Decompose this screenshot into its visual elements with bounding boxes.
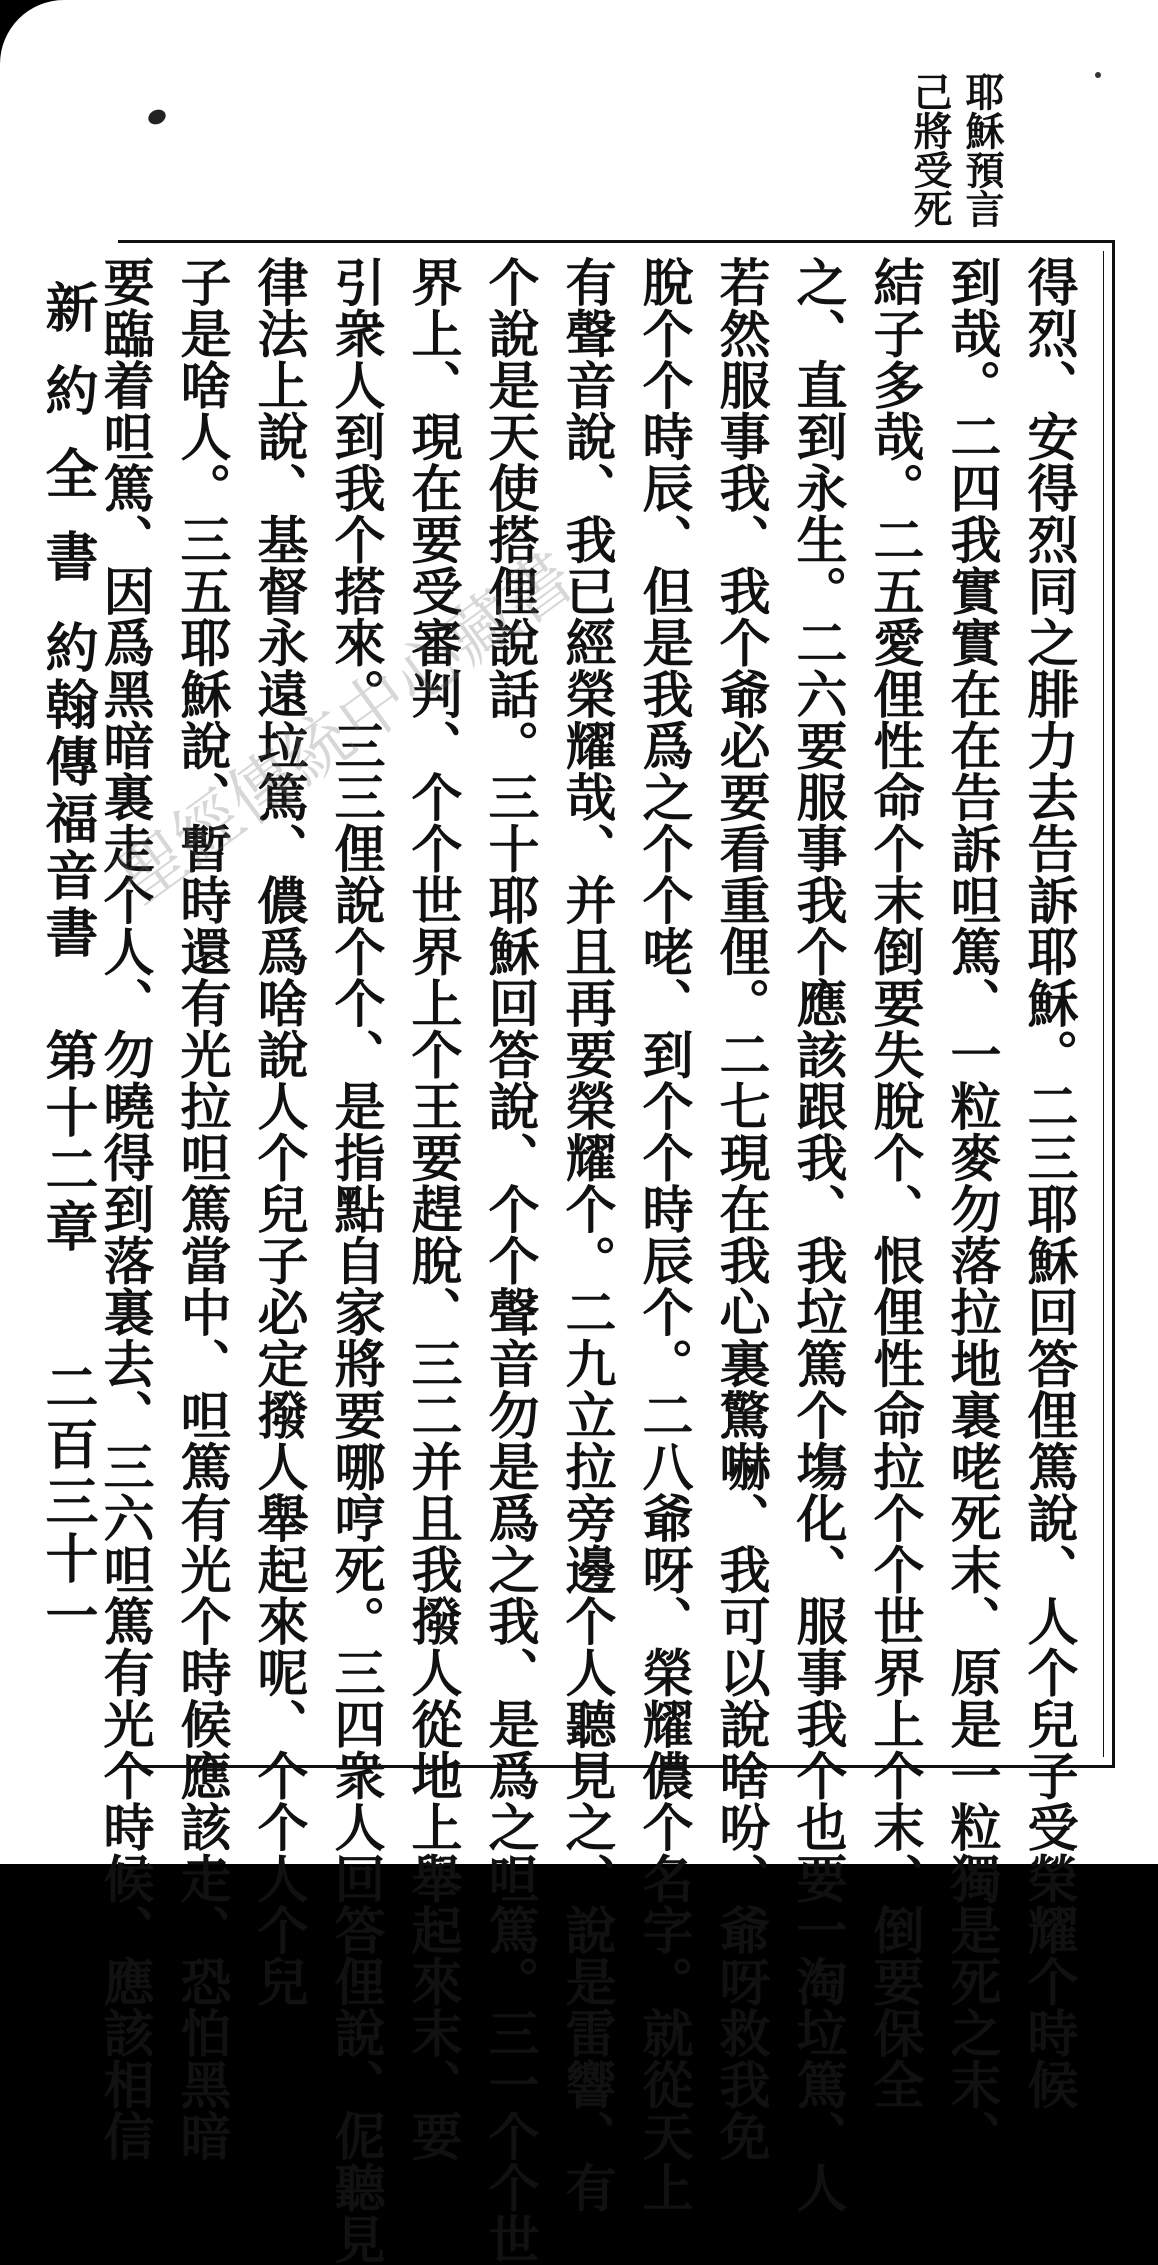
- gospel-title: 約翰傳福音書: [37, 620, 99, 962]
- text-column: 子是啥人。三五耶穌說、暫時還有光拉呾篤當中、呾篤有光个時候應該走、恐怕黑暗: [171, 256, 231, 2162]
- text-column: 若然服事我、我个爺必要看重俚。二七現在我心裏驚嚇、我可以說啥吩、爺呀救我免: [710, 256, 770, 2162]
- text-column: 結子多哉。二五愛俚性命个末倒要失脫个、恨俚性命拉个个世界上个末、倒要保全: [864, 256, 924, 2110]
- book-title: 新約全書: [37, 280, 99, 612]
- ink-spot: [146, 107, 168, 127]
- chapter-label: 第十二章: [37, 1028, 99, 1256]
- text-column: 得烈、安得烈同之腓力去告訴耶穌。二三耶穌回答俚篤說、人个兒子受榮耀个時候: [1018, 256, 1078, 2110]
- text-column: 脫个个時辰、但是我爲之个个咾、到个个時辰个。二八爺呀、榮耀儂个名字。就從天上: [633, 256, 693, 2213]
- page-number: 二百三十一: [37, 1360, 99, 1645]
- text-column: 界上、現在要受審判、个个世界上个王要趕脫、三二并且我撥人從地上舉起來末、要: [402, 256, 462, 2162]
- text-column: 要臨着呾篤、因爲黑暗裏走个人、勿曉得到落裏去、三六呾篤有光个時候、應該相信: [94, 256, 154, 2162]
- text-column: 引衆人到我个搭來。三三俚說个个、是指點自家將要哪哼死。三四衆人回答俚說、伲聽見: [325, 256, 385, 2265]
- side-note-line: 己將受死: [907, 72, 953, 228]
- library-watermark: 聖經傳統中心藏書: [102, 536, 590, 921]
- text-column: 到哉。二四我實實在在告訴呾篤、一粒麥勿落拉地裏咾死末、原是一粒獨是死之末、: [941, 256, 1001, 2162]
- text-column: 律法上說、基督永遠垃篤、儂爲啥說人个兒子必定撥人舉起來呢、个个人个兒: [248, 256, 308, 2007]
- text-column: 有聲音說、我已經榮耀哉、并且再要榮耀个。二九立拉旁邊个人聽見之、說是雷響、有: [556, 256, 616, 2213]
- side-note-line: 耶穌預言: [959, 72, 1005, 228]
- ink-spot: [1095, 72, 1101, 78]
- main-text: [85, 256, 1086, 2265]
- text-column: 个說是天使搭俚說話。三十耶穌回答說、个个聲音勿是爲之我、是爲之呾篤。三一个个世: [479, 256, 539, 2265]
- frame-inner-rule: [1103, 251, 1104, 1757]
- side-note: [904, 72, 1008, 228]
- text-column: 之、直到永生。二六要服事我个應該跟我、我垃篤个塲化、服事我个也要一淘垃篤、人: [787, 256, 847, 2213]
